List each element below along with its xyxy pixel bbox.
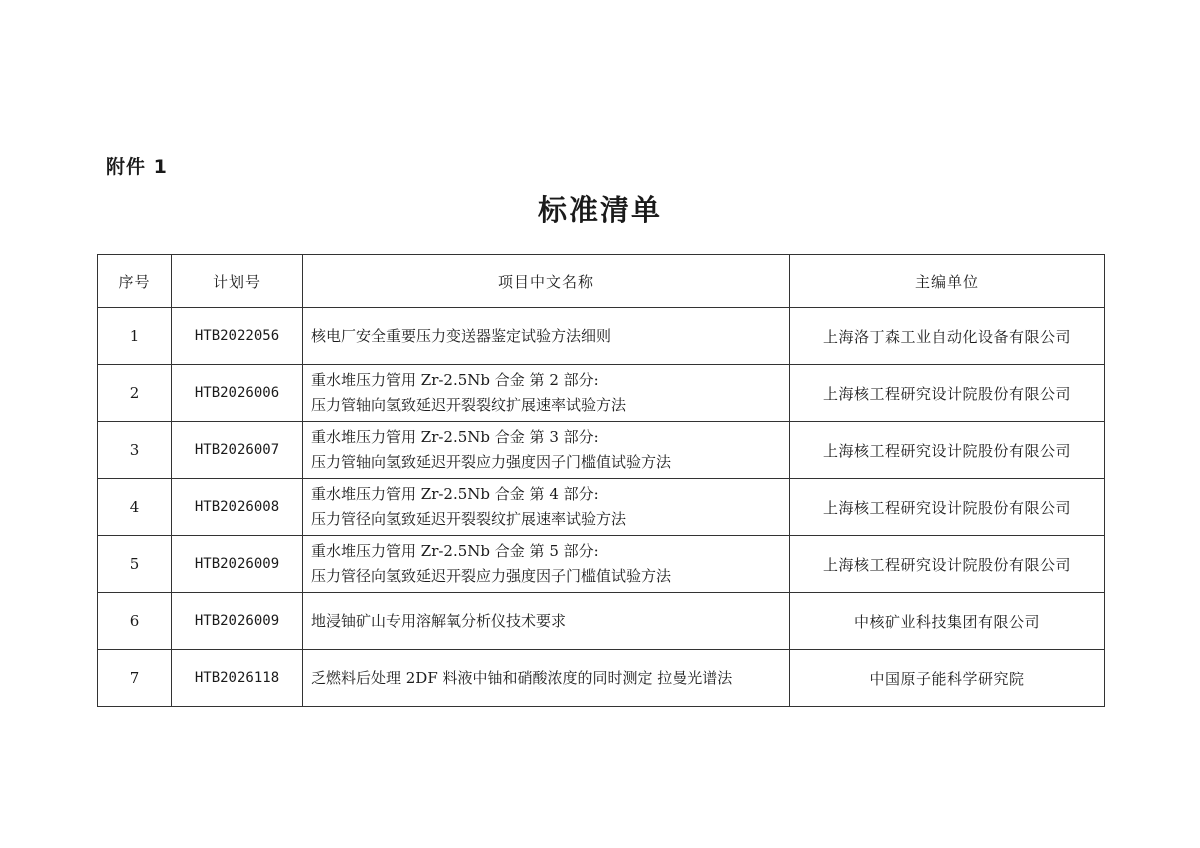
project-name [303, 308, 790, 365]
project-name [303, 650, 790, 707]
table-body [98, 308, 1105, 707]
project-name-line: 压力管径向氢致延迟开裂裂纹扩展速率试验方法 [311, 510, 627, 528]
attachment-label: 附件 1 [106, 156, 168, 178]
editor-unit: 上海洛丁森工业自动化设备有限公司 [790, 308, 1105, 365]
table-row [98, 593, 1105, 650]
column-header-plan: 计划号 [172, 255, 303, 308]
project-name [303, 536, 790, 593]
plan-number: HTB2022056 [172, 308, 303, 365]
table-header-row [98, 255, 1105, 308]
standards-table [97, 254, 1105, 707]
table-row [98, 422, 1105, 479]
project-name [303, 422, 790, 479]
editor-unit: 中国原子能科学研究院 [790, 650, 1105, 707]
project-name-line: 重水堆压力管用 Zr-2.5Nb 合金 第 2 部分: [311, 371, 599, 389]
row-number: 6 [98, 593, 172, 650]
table-row [98, 479, 1105, 536]
plan-number: HTB2026007 [172, 422, 303, 479]
project-name-line: 核电厂安全重要压力变送器鉴定试验方法细则 [311, 326, 612, 345]
row-number: 2 [98, 365, 172, 422]
project-name-line: 压力管轴向氢致延迟开裂应力强度因子门槛值试验方法 [311, 453, 672, 471]
project-name-line: 重水堆压力管用 Zr-2.5Nb 合金 第 4 部分: [311, 485, 599, 503]
project-name-line: 重水堆压力管用 Zr-2.5Nb 合金 第 5 部分: [311, 542, 599, 560]
project-name [303, 479, 790, 536]
plan-number: HTB2026006 [172, 365, 303, 422]
table-row [98, 308, 1105, 365]
row-number: 3 [98, 422, 172, 479]
editor-unit: 上海核工程研究设计院股份有限公司 [790, 365, 1105, 422]
column-header-unit: 主编单位 [790, 255, 1105, 308]
document-title: 标准清单 [537, 193, 662, 227]
editor-unit: 上海核工程研究设计院股份有限公司 [790, 422, 1105, 479]
editor-unit: 中核矿业科技集团有限公司 [790, 593, 1105, 650]
project-name [303, 593, 790, 650]
row-number: 1 [98, 308, 172, 365]
row-number: 5 [98, 536, 172, 593]
project-name [303, 365, 790, 422]
table-row [98, 536, 1105, 593]
editor-unit: 上海核工程研究设计院股份有限公司 [790, 536, 1105, 593]
plan-number: HTB2026009 [172, 593, 303, 650]
project-name-line: 乏燃料后处理 2DF 料液中铀和硝酸浓度的同时测定 拉曼光谱法 [311, 668, 733, 687]
column-header-no: 序号 [98, 255, 172, 308]
project-name-line: 压力管径向氢致延迟开裂应力强度因子门槛值试验方法 [311, 567, 672, 585]
plan-number: HTB2026009 [172, 536, 303, 593]
editor-unit: 上海核工程研究设计院股份有限公司 [790, 479, 1105, 536]
row-number: 7 [98, 650, 172, 707]
plan-number: HTB2026008 [172, 479, 303, 536]
project-name-line: 压力管轴向氢致延迟开裂裂纹扩展速率试验方法 [311, 396, 627, 414]
plan-number: HTB2026118 [172, 650, 303, 707]
project-name-line: 重水堆压力管用 Zr-2.5Nb 合金 第 3 部分: [311, 428, 599, 446]
project-name-line: 地浸铀矿山专用溶解氧分析仪技术要求 [311, 611, 567, 630]
table-row [98, 650, 1105, 707]
column-header-name: 项目中文名称 [303, 255, 790, 308]
row-number: 4 [98, 479, 172, 536]
table-row [98, 365, 1105, 422]
